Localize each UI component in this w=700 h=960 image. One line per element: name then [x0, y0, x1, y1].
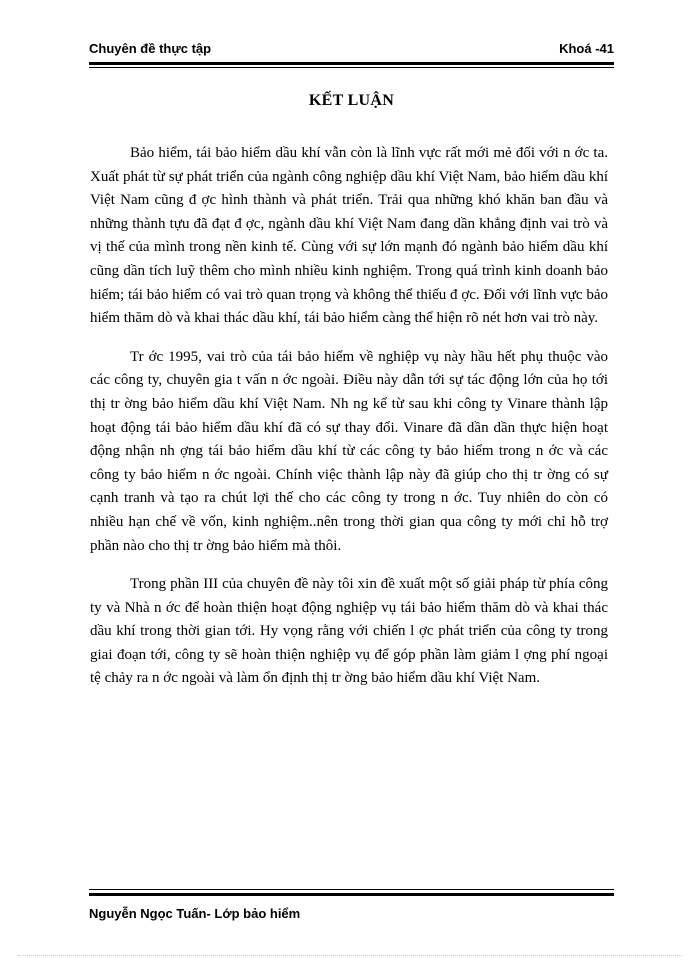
page-footer: Nguyễn Ngọc Tuấn- Lớp bảo hiểm [89, 906, 301, 921]
body-text [90, 142, 608, 706]
page-break-line [18, 955, 682, 956]
header-rule-thin [89, 67, 614, 68]
paragraph-1: Bảo hiểm, tái bảo hiểm dầu khí vẫn còn là lĩnh vực rất mới mẻ đối với n ớc ta. Xuất phát từ sự phát triển của ngành công nghiệp dầu khí Việt Nam, bảo hiểm dầu khí Việt Nam cũng đ ợc hình thành và phát triển. Trải qua những khó khăn ban đầu và những thành tựu đã đạt đ ợc, ngành dầu khí Việt Nam đang dần khẳng định vai trò và vị thế của mình trong nền kinh tế. Cùng với sự lớn mạnh đó ngành bảo hiểm dầu khí cũng dần tích luỹ thêm cho mình nhiều kinh nghiệm. Trong quá trình kinh doanh bảo hiểm; tái bảo hiểm có vai trò quan trọng và không thể thiếu đ ợc. Đối với lĩnh vực bảo hiểm thăm dò và khai thác dầu khí, tái bảo hiểm càng thể hiện rõ nét hơn vai trò này. [90, 145, 608, 327]
header-rule-thick [89, 62, 614, 65]
page-header [89, 41, 614, 61]
header-left-text: Chuyên đề thực tập [89, 41, 212, 56]
paragraph-2: Tr ớc 1995, vai trò của tái bảo hiểm về nghiệp vụ này hầu hết phụ thuộc vào các công ty, chuyên gia t vấn n ớc ngoài. Điều này dẫn tới sự tác động lớn của họ tới thị tr ờng bảo hiểm dầu khí Việt Nam. Nh ng kể từ sau khi công ty Vinare thành lập hoạt động tái bảo hiểm dầu khí đã có sự thay đổi. Vinare đã dần dần thực hiện hoạt động nhận nh ợng tái bảo hiểm dầu khí từ các công ty bảo hiểm trong n ớc và các công ty bảo hiểm n ớc ngoài. Chính việc thành lập này đã giúp cho thị tr ờng có sự cạnh tranh và tạo ra chút lợi thế cho các công ty trong n ớc. Tuy nhiên do còn có nhiều hạn chế về vốn, kinh nghiệm..nên trong thời gian qua công ty mới chỉ hỗ trợ phần nào cho thị tr ờng bảo hiểm mà thôi. [90, 348, 608, 554]
footer-rule-thick [89, 893, 614, 896]
footer-rule-thin [89, 889, 614, 890]
paragraph-3: Trong phần III của chuyên đề này tôi xin đề xuất một số giải pháp từ phía công ty và Nhà n ớc để hoàn thiện hoạt động nghiệp vụ tái bảo hiểm thăm dò và khai thác dầu khí trong thời gian tới. Hy vọng rằng với chiến l ợc phát triển của công ty trong giai đoạn tới, công ty sẽ hoàn thiện nghiệp vụ để góp phần làm giảm l ợng phí ngoại tệ chảy ra n ớc ngoài và làm ổn định thị tr ờng bảo hiểm dầu khí Việt Nam. [90, 576, 608, 687]
page-title: KẾT LUẬN [308, 92, 395, 109]
header-right-text: Khoá -41 [559, 41, 614, 56]
